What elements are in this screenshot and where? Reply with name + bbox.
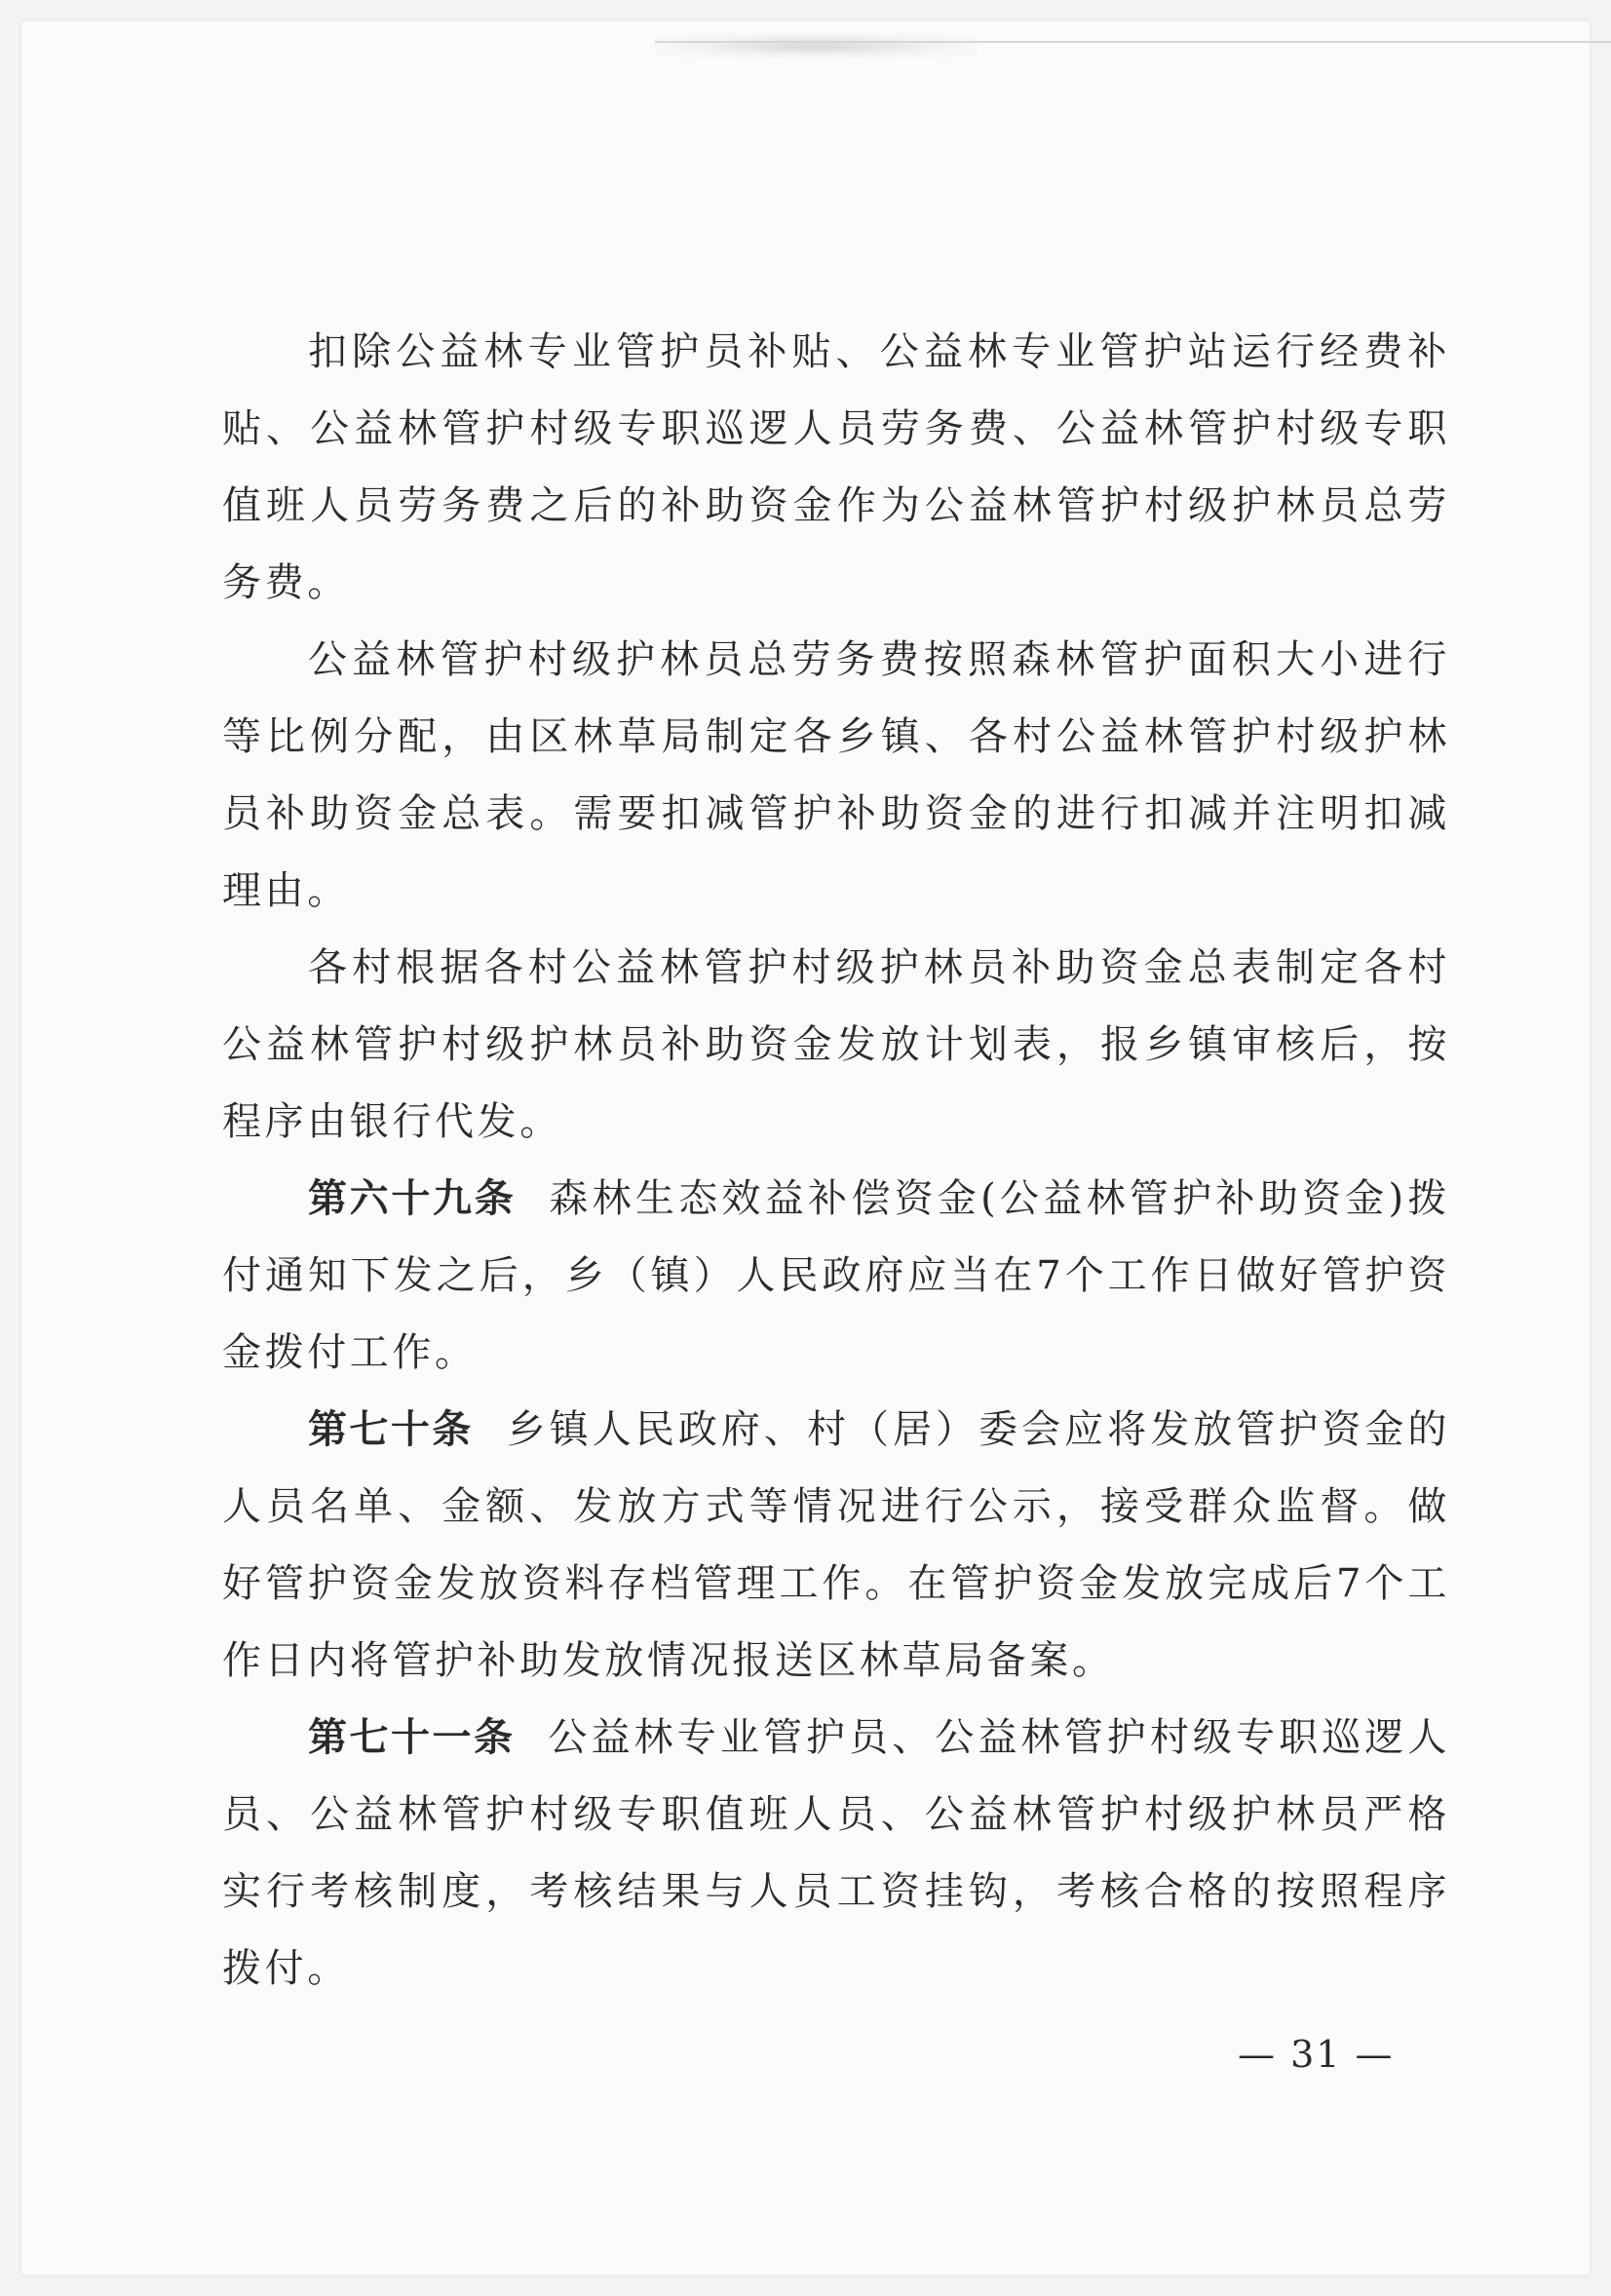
article-71-text: 公益林专业管护员、公益林管护村级专职巡逻人员、公益林管护村级专职值班人员、公益林管护村级护林员严格实行考核制度，考核结果与人员工资挂钩，考核合格的按照程序拨付。 <box>222 1715 1450 1991</box>
article-71 <box>222 1700 1450 2008</box>
scan-smudge <box>655 33 977 58</box>
article-69-text: 森林生态效益补偿资金(公益林管护补助资金)拨付通知下发之后，乡（镇）人民政府应当在7个工作日做好管护资金拨付工作。 <box>222 1176 1450 1375</box>
article-70-text: 乡镇人民政府、村（居）委会应将发放管护资金的人员名单、金额、发放方式等情况进行公示，接受群众监督。做好管护资金发放资料存档管理工作。在管护资金发放完成后7个工作日内将管护补助发放情况报送区林草局备案。 <box>222 1407 1451 1683</box>
scan-edge-line <box>655 41 1611 43</box>
paragraph-1 <box>222 314 1450 622</box>
paragraph-2 <box>222 622 1450 930</box>
paragraph-3 <box>222 930 1450 1161</box>
paragraph-1-text: 扣除公益林专业管护员补贴、公益林专业管护站运行经费补贴、公益林管护村级专职巡逻人员劳务费、公益林管护村级专职值班人员劳务费之后的补助资金作为公益林管护村级护林员总劳务费。 <box>222 329 1450 605</box>
article-70-number: 第七十条 <box>308 1407 474 1452</box>
page-number: — 31 — <box>1238 2033 1395 2076</box>
paragraph-2-text: 公益林管护村级护林员总劳务费按照森林管护面积大小进行等比例分配，由区林草局制定各乡镇、各村公益林管护村级护林员补助资金总表。需要扣减管护补助资金的进行扣减并注明扣减理由。 <box>222 637 1450 913</box>
document-page <box>21 21 1590 2275</box>
body-text <box>222 314 1450 2008</box>
paragraph-3-text: 各村根据各村公益林管护村级护林员补助资金总表制定各村公益林管护村级护林员补助资金发放计划表，报乡镇审核后，按程序由银行代发。 <box>222 945 1450 1144</box>
article-69-number: 第六十九条 <box>308 1176 517 1221</box>
article-69 <box>222 1161 1450 1392</box>
article-71-number: 第七十一条 <box>308 1715 516 1760</box>
article-70 <box>222 1392 1450 1700</box>
